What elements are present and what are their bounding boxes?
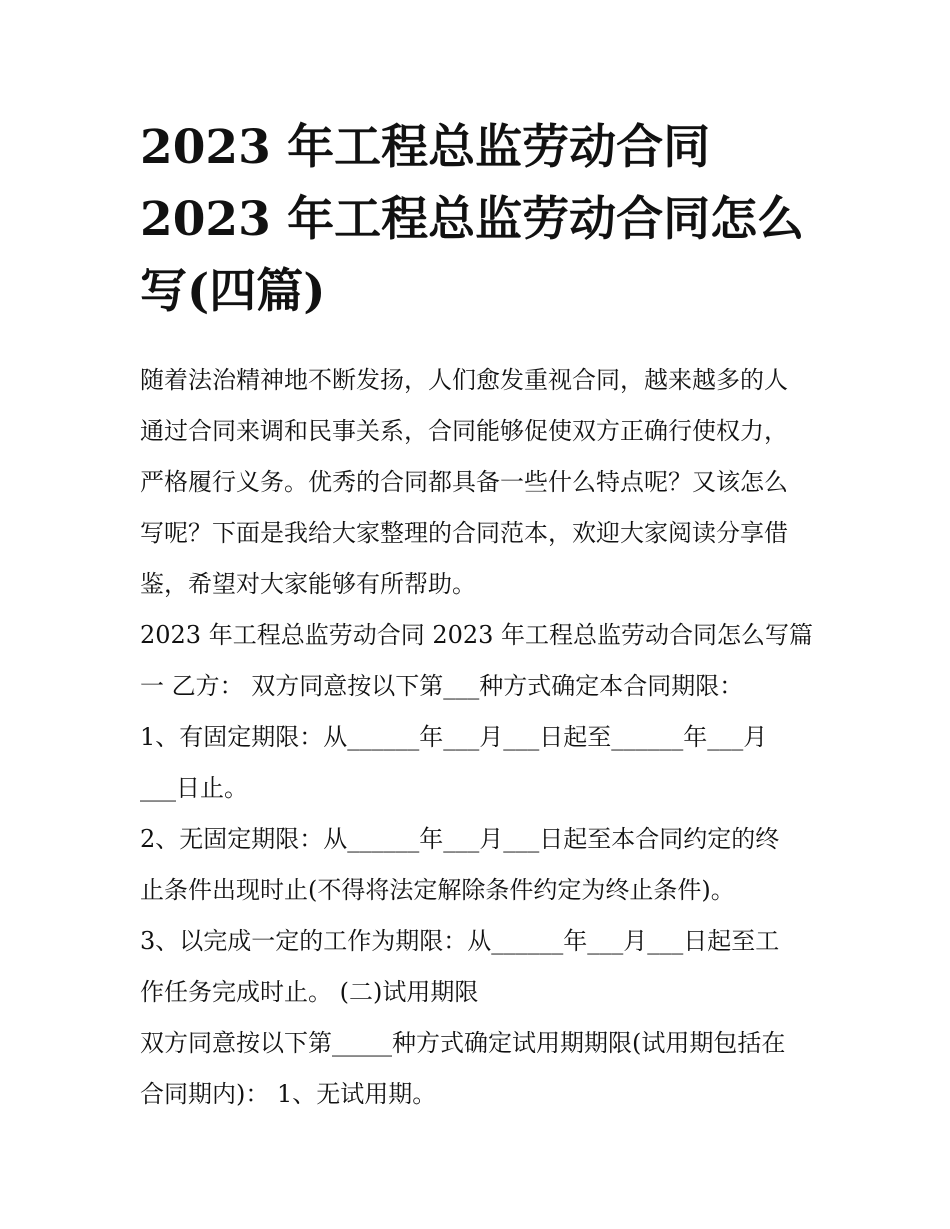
body-line: 合同期内)： 1、无试用期。 — [140, 1080, 437, 1108]
document-title — [140, 112, 830, 328]
body-line: 止条件出现时止(不得将法定解除条件约定为终止条件)。 — [140, 876, 735, 904]
body-line: 2023 年工程总监劳动合同 2023 年工程总监劳动合同怎么写篇 — [140, 621, 814, 649]
title-line-3: 写(四篇) — [140, 264, 326, 319]
body-line: 1、有固定期限：从______年___月___日起至______年___月 — [140, 723, 768, 751]
body-line: 2、无固定期限：从______年___月___日起至本合同约定的终 — [140, 825, 780, 853]
body-line: 双方同意按以下第_____种方式确定试用期期限(试用期包括在 — [140, 1029, 786, 1057]
body-line: 3、以完成一定的工作为期限：从______年___月___日起至工 — [140, 927, 780, 955]
body-line: 写呢？下面是我给大家整理的合同范本，欢迎大家阅读分享借 — [140, 519, 788, 547]
body-line: 作任务完成时止。 (二)试用期限 — [140, 978, 479, 1006]
title-line-1: 2023 年工程总监劳动合同 — [140, 120, 711, 175]
body-line: 随着法治精神地不断发扬，人们愈发重视合同，越来越多的人 — [140, 366, 788, 394]
body-line: 通过合同来调和民事关系，合同能够促使双方正确行使权力， — [140, 417, 788, 445]
document-body — [140, 355, 830, 1120]
title-line-2: 2023 年工程总监劳动合同怎么 — [140, 192, 805, 247]
body-line: 严格履行义务。优秀的合同都具备一些什么特点呢？又该怎么 — [140, 468, 788, 496]
body-line: ___日止。 — [140, 774, 248, 802]
body-line: 鉴，希望对大家能够有所帮助。 — [140, 570, 476, 598]
body-line: 一 乙方： 双方同意按以下第___种方式确定本合同期限： — [140, 672, 744, 700]
